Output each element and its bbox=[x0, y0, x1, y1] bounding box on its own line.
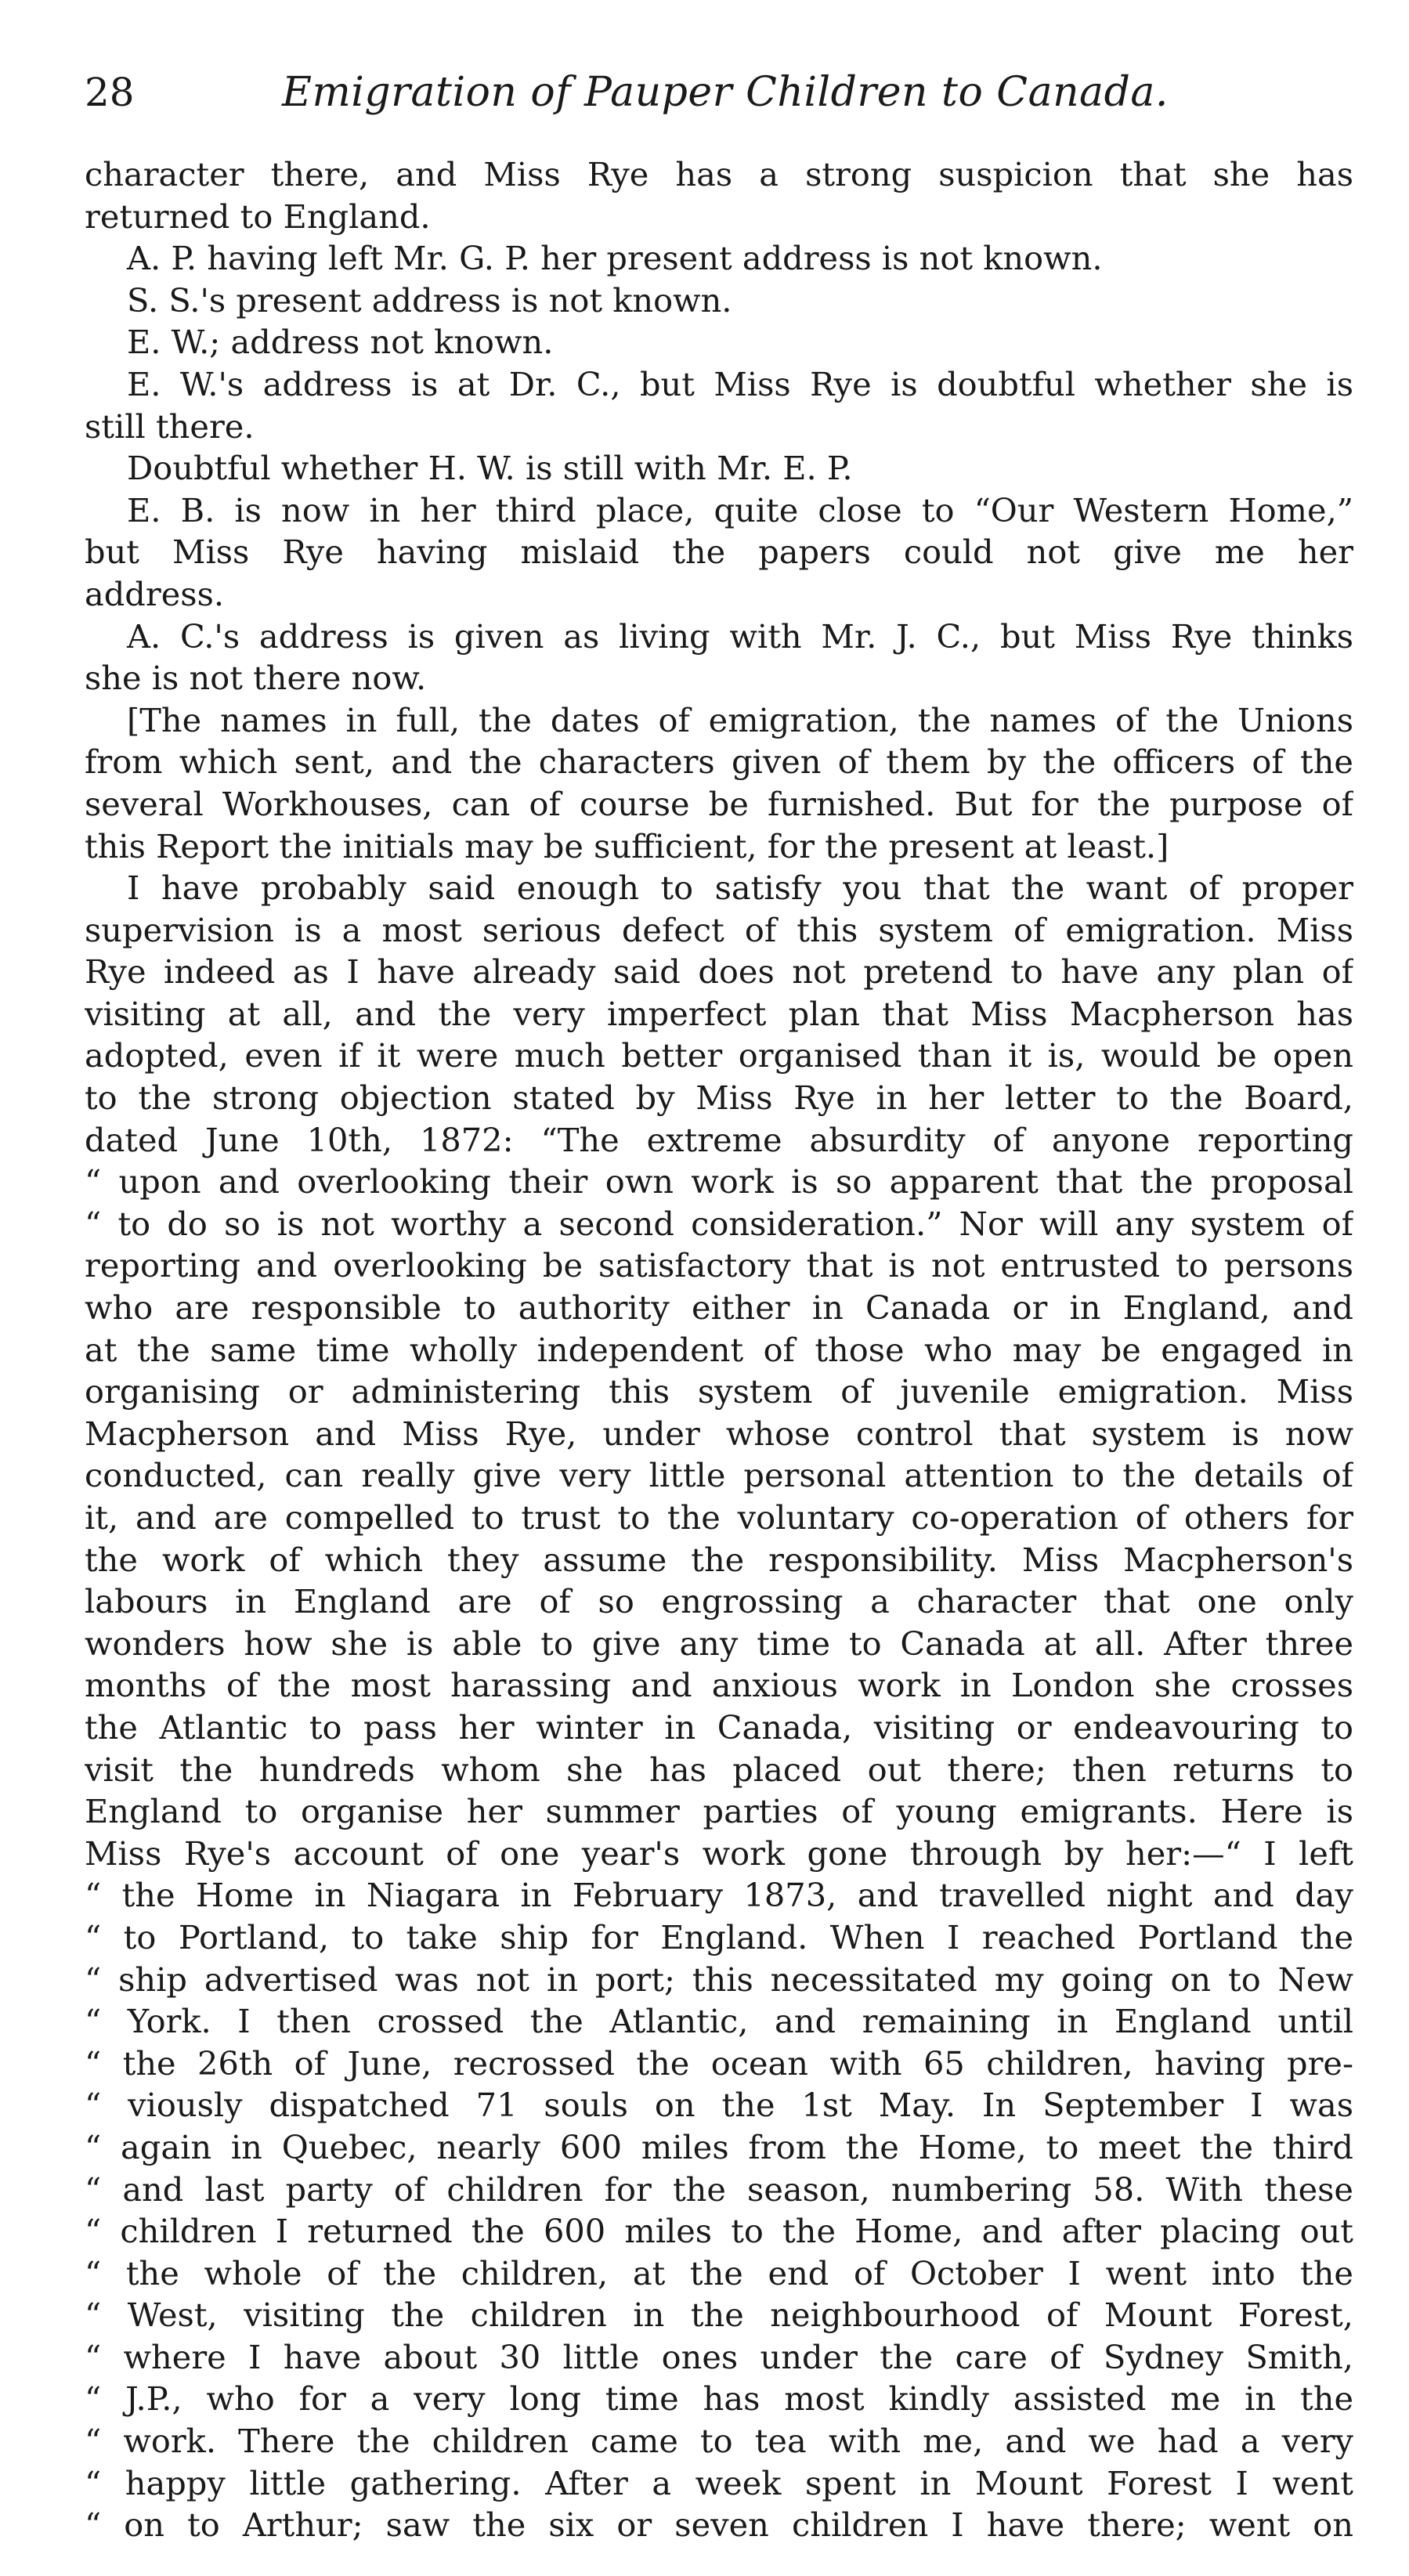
text-line: “ upon and overlooking their own work is so apparent that the proposal bbox=[85, 1162, 1353, 1201]
text-line: address. bbox=[85, 574, 225, 613]
text-line: returned to England. bbox=[85, 197, 431, 236]
text-line: Macpherson and Miss Rye, under whose control that system is now bbox=[85, 1414, 1353, 1453]
running-head bbox=[85, 61, 1353, 124]
text-line: Rye indeed as I have already said does not pretend to have any plan of bbox=[85, 952, 1353, 992]
text-line: A. P. having left Mr. G. P. her present address is not known. bbox=[127, 239, 1103, 278]
body-text bbox=[85, 154, 1353, 2546]
text-line: visiting at all, and the very imperfect plan that Miss Macpherson has bbox=[85, 994, 1353, 1033]
text-line: I have probably said enough to satisfy you that the want of proper bbox=[127, 869, 1353, 908]
text-line: still there. bbox=[85, 406, 255, 446]
text-line: “ and last party of children for the season, numbering 58. With these bbox=[85, 2170, 1353, 2209]
text-line: labours in England are of so engrossing a character that one only bbox=[85, 1582, 1353, 1621]
text-line: “ again in Quebec, nearly 600 miles from the Home, to meet the third bbox=[85, 2127, 1353, 2166]
text-line: “ West, visiting the children in the neighbourhood of Mount Forest, bbox=[85, 2296, 1353, 2335]
text-line: supervision is a most serious defect of this system of emigration. Miss bbox=[85, 910, 1353, 949]
text-line: “ where I have about 30 little ones under the care of Sydney Smith, bbox=[85, 2337, 1353, 2376]
text-line: S. S.'s present address is not known. bbox=[127, 280, 732, 320]
text-line: E. B. is now in her third place, quite close to “Our Western Home,” bbox=[127, 490, 1353, 529]
text-line: this Report the initials may be sufficient, for the present at least.] bbox=[85, 826, 1169, 865]
text-line: several Workhouses, can of course be furnished. But for the purpose of bbox=[85, 784, 1353, 823]
text-line: E. W.'s address is at Dr. C., but Miss Rye is doubtful whether she is bbox=[127, 364, 1353, 403]
text-line: organising or administering this system of juvenile emigration. Miss bbox=[85, 1372, 1353, 1411]
text-line: A. C.'s address is given as living with Mr. J. C., but Miss Rye thinks bbox=[127, 616, 1353, 656]
text-line: “ ship advertised was not in port; this necessitated my going on to New bbox=[85, 1960, 1353, 1999]
text-line: wonders how she is able to give any time to Canada at all. After three bbox=[85, 1624, 1353, 1663]
text-line: who are responsible to authority either in Canada or in England, and bbox=[85, 1288, 1353, 1328]
text-line: to the strong objection stated by Miss Rye in her letter to the Board, bbox=[85, 1078, 1353, 1118]
text-line: dated June 10th, 1872: “The extreme absurdity of anyone reporting bbox=[85, 1120, 1353, 1159]
text-line: “ work. There the children came to tea with me, and we had a very bbox=[85, 2422, 1353, 2461]
page-number: 28 bbox=[85, 70, 135, 115]
text-line: Doubtful whether H. W. is still with Mr. E. P. bbox=[127, 449, 853, 488]
text-line: “ children I returned the 600 miles to the Home, and after placing out bbox=[85, 2212, 1353, 2251]
text-line: at the same time wholly independent of those who may be engaged in bbox=[85, 1330, 1353, 1369]
text-line: “ happy little gathering. After a week spent in Mount Forest I went bbox=[85, 2463, 1353, 2502]
text-line: months of the most harassing and anxious work in London she crosses bbox=[85, 1666, 1353, 1705]
text-line: “ on to Arthur; saw the six or seven children I have there; went on bbox=[85, 2506, 1353, 2545]
text-line: Miss Rye's account of one year's work gone through by her:—“ I left bbox=[85, 1834, 1353, 1873]
text-line: “ J.P., who for a very long time has most kindly assisted me in the bbox=[85, 2379, 1353, 2419]
text-line: “ the 26th of June, recrossed the ocean with 65 children, having pre- bbox=[85, 2043, 1353, 2083]
text-line: reporting and overlooking be satisfactory that is not entrusted to persons bbox=[85, 1246, 1353, 1285]
text-line: from which sent, and the characters given of them by the officers of the bbox=[85, 742, 1353, 782]
text-line: but Miss Rye having mislaid the papers could not give me her bbox=[85, 533, 1353, 572]
text-line: she is not there now. bbox=[85, 659, 427, 698]
text-line: “ York. I then crossed the Atlantic, and remaining in England until bbox=[85, 2002, 1353, 2041]
text-line: “ the Home in Niagara in February 1873, and travelled night and day bbox=[85, 1876, 1353, 1915]
text-line: it, and are compelled to trust to the voluntary co-operation of others for bbox=[85, 1498, 1353, 1537]
text-line: [The names in full, the dates of emigration, the names of the Unions bbox=[127, 700, 1353, 739]
text-line: the work of which they assume the responsibility. Miss Macpherson's bbox=[85, 1540, 1353, 1579]
text-line: “ viously dispatched 71 souls on the 1st May. In September I was bbox=[85, 2086, 1353, 2125]
text-line: the Atlantic to pass her winter in Canada, visiting or endeavouring to bbox=[85, 1707, 1353, 1747]
text-line: E. W.; address not known. bbox=[127, 323, 554, 362]
text-line: “ to Portland, to take ship for England. When I reached Portland the bbox=[85, 1917, 1353, 1956]
text-line: “ to do so is not worthy a second consideration.” Nor will any system of bbox=[85, 1204, 1353, 1243]
text-line: visit the hundreds whom she has placed out there; then returns to bbox=[85, 1750, 1353, 1789]
text-line: conducted, can really give very little personal attention to the details of bbox=[85, 1456, 1353, 1495]
text-line: adopted, even if it were much better organised than it is, would be open bbox=[85, 1036, 1353, 1075]
text-line: character there, and Miss Rye has a strong suspicion that she has bbox=[85, 155, 1353, 193]
text-line: England to organise her summer parties of young emigrants. Here is bbox=[85, 1792, 1353, 1831]
running-title: Emigration of Pauper Children to Canada. bbox=[282, 69, 1169, 116]
text-line: “ the whole of the children, at the end of October I went into the bbox=[85, 2253, 1353, 2292]
